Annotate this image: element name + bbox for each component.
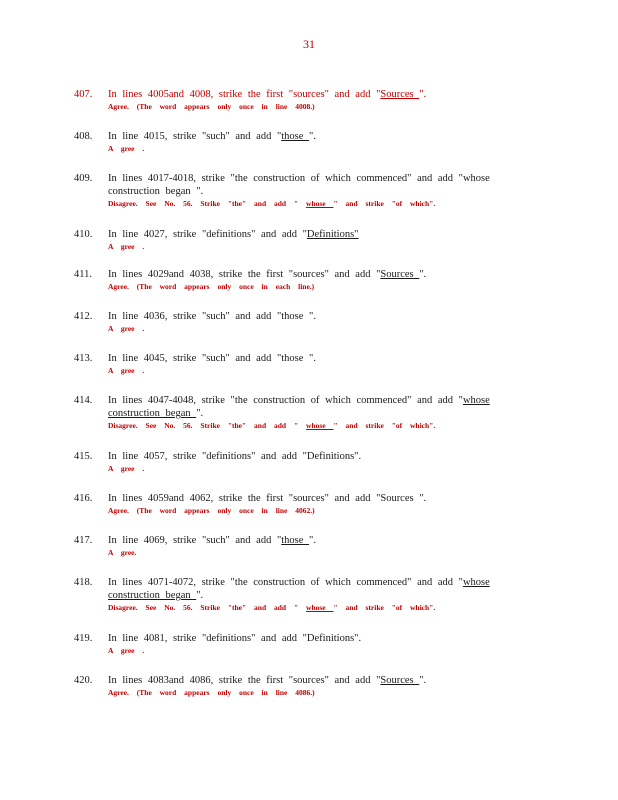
inserted-text: whose — [462, 577, 490, 588]
response-text: A gree . — [108, 144, 145, 153]
item-body — [108, 674, 508, 699]
instruction-line — [108, 394, 508, 407]
instruction-text-end: ". — [419, 89, 427, 100]
response-text: A gree . — [108, 324, 145, 333]
item-body — [108, 492, 508, 517]
instruction-text-end: ". — [419, 675, 427, 686]
instruction-text-end: ". — [309, 535, 316, 546]
instruction-text: In lines 4047-4048, strike "the construction of which commenced" and add " — [108, 395, 463, 406]
instruction-text: In lines 4071-4072, strike "the construction of which commenced" and add " — [108, 577, 463, 588]
instruction-text-end: ". — [419, 269, 427, 280]
item-body — [108, 310, 508, 335]
response-text: Disagree. See No. 56. Strike "the" and add " whose " and strike "of which". — [108, 421, 436, 430]
instruction-line — [108, 576, 508, 589]
instruction-text: In line 4069, strike "such" and add " — [108, 535, 282, 546]
inserted-text: Sources — [380, 675, 420, 686]
instruction-text: In lines 4083and 4086, strike the first "sources" and add " — [108, 675, 381, 686]
inserted-text: Sources — [380, 269, 420, 280]
instruction-continuation: construction began ". — [108, 590, 204, 601]
instruction-line — [108, 130, 508, 143]
response-text: A gree . — [108, 646, 145, 655]
item-number: 418. — [74, 577, 93, 588]
item-body — [108, 394, 508, 432]
instruction-continuation: construction began ". — [108, 408, 204, 419]
item-body — [108, 130, 508, 155]
item-number: 420. — [74, 675, 93, 686]
response-text: Agree. (The word appears only once in line 4008.) — [108, 102, 315, 111]
instruction-text: In line 4081, strike "definitions" and add "Definitions". — [108, 633, 362, 644]
item-body — [108, 632, 508, 657]
item-body — [108, 534, 508, 559]
instruction-line — [108, 534, 508, 547]
item-number: 409. — [74, 173, 93, 184]
instruction-text: In lines 4059and 4062, strike the first "sources" and add "Sources ". — [108, 493, 427, 504]
item-number: 415. — [74, 451, 93, 462]
inserted-text: Sources — [380, 89, 420, 100]
item-number: 407. — [74, 89, 93, 100]
instruction-text: In lines 4005and 4008, strike the first "sources" and add " — [108, 89, 381, 100]
instruction-text: In line 4057, strike "definitions" and add "Definitions". — [108, 451, 362, 462]
instruction-line — [108, 228, 508, 241]
response-text: A gree . — [108, 366, 145, 375]
item-body — [108, 576, 508, 614]
item-number: 419. — [74, 633, 93, 644]
item-number: 411. — [74, 269, 92, 280]
response-text: Agree. (The word appears only once in line 4062.) — [108, 506, 315, 515]
item-number: 417. — [74, 535, 93, 546]
instruction-text: In line 4036, strike "such" and add "those ". — [108, 311, 316, 322]
instruction-text-end: ". — [309, 131, 316, 142]
item-number: 413. — [74, 353, 93, 364]
instruction-text: In lines 4029and 4038, strike the first "sources" and add " — [108, 269, 381, 280]
item-body — [108, 352, 508, 377]
instruction-line — [108, 674, 508, 687]
response-text: A gree. — [108, 548, 137, 557]
page-number: 31 — [303, 37, 315, 51]
response-text: Disagree. See No. 56. Strike "the" and add " whose " and strike "of which". — [108, 199, 436, 208]
instruction-text: In line 4027, strike "definitions" and add " — [108, 229, 307, 240]
instruction-line — [108, 310, 508, 323]
instruction-line — [108, 172, 508, 185]
item-number: 412. — [74, 311, 93, 322]
item-body — [108, 172, 508, 210]
instruction-text: In lines 4017-4018, strike "the construction of which commenced" and add "whose — [108, 173, 490, 184]
item-body — [108, 228, 508, 253]
response-text: A gree . — [108, 242, 145, 251]
instruction-line — [108, 88, 508, 101]
instruction-line — [108, 632, 508, 645]
response-text: Agree. (The word appears only once in each line.) — [108, 282, 315, 291]
instruction-continuation: construction began ". — [108, 186, 204, 197]
item-body — [108, 268, 508, 293]
response-text: A gree . — [108, 464, 145, 473]
inserted-text: whose — [462, 395, 490, 406]
item-body — [108, 450, 508, 475]
item-number: 410. — [74, 229, 93, 240]
instruction-text: In line 4045, strike "such" and add "those ". — [108, 353, 316, 364]
item-body — [108, 88, 508, 113]
inserted-text: Definitions" — [306, 229, 359, 240]
response-text: Agree. (The word appears only once in line 4086.) — [108, 688, 315, 697]
item-number: 416. — [74, 493, 93, 504]
inserted-text: those — [281, 535, 310, 546]
instruction-line — [108, 352, 508, 365]
instruction-line — [108, 492, 508, 505]
response-text: Disagree. See No. 56. Strike "the" and add " whose " and strike "of which". — [108, 603, 436, 612]
item-number: 414. — [74, 395, 93, 406]
item-number: 408. — [74, 131, 93, 142]
instruction-text: In line 4015, strike "such" and add " — [108, 131, 282, 142]
inserted-text: those — [281, 131, 310, 142]
instruction-line — [108, 268, 508, 281]
instruction-line — [108, 450, 508, 463]
